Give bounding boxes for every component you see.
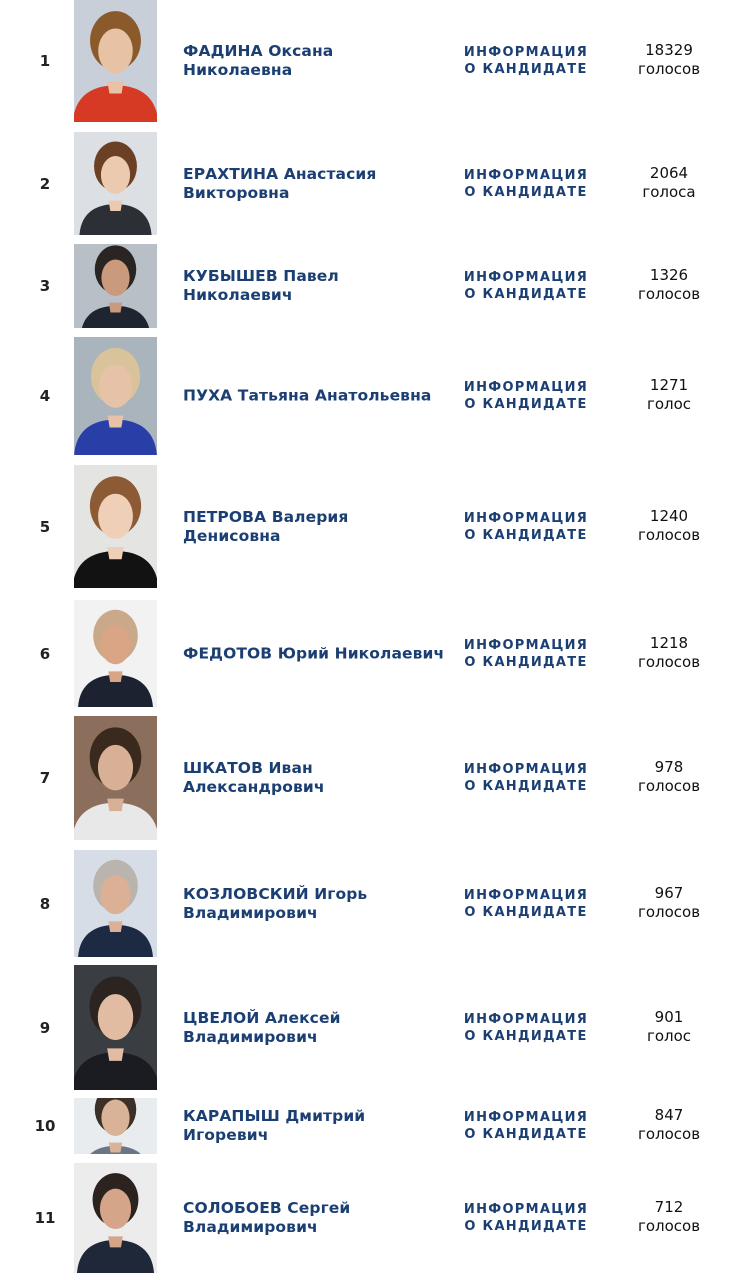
vote-number: 1271 [649, 376, 689, 394]
info-link-line-2: О КАНДИДАТЕ [464, 184, 588, 200]
candidate-info-link[interactable] [458, 379, 594, 413]
candidate-name[interactable] [183, 1199, 448, 1237]
candidate-photo[interactable] [74, 716, 157, 840]
info-link-line-1: ИНФОРМАЦИЯ [463, 380, 589, 395]
candidate-photo[interactable] [74, 337, 157, 455]
rank-number: 7 [39, 769, 51, 787]
candidate-name[interactable] [183, 644, 448, 663]
portrait-illustration [74, 0, 157, 122]
rank-number: 8 [39, 894, 51, 913]
candidate-given-names: Анастасия Викторовна [183, 164, 377, 202]
candidate-surname: ШКАТОВ [183, 759, 263, 777]
candidate-surname: ФАДИНА [183, 42, 263, 60]
vote-count [618, 1198, 720, 1236]
info-link-line-1: ИНФОРМАЦИЯ [463, 270, 589, 285]
candidate-name[interactable] [183, 1107, 448, 1145]
rank-number: 10 [34, 1117, 56, 1135]
vote-word: голосов [637, 777, 701, 795]
candidate-given-names: Алексей Владимирович [183, 1008, 341, 1046]
portrait-illustration [74, 716, 157, 840]
portrait-illustration [74, 465, 157, 588]
info-link-line-1: ИНФОРМАЦИЯ [463, 1110, 589, 1125]
candidate-name[interactable] [183, 885, 448, 923]
candidate-given-names: Оксана Николаевна [183, 42, 334, 79]
vote-number: 1240 [649, 506, 689, 525]
candidate-photo[interactable] [74, 965, 157, 1090]
info-link-line-1: ИНФОРМАЦИЯ [463, 510, 589, 526]
candidate-name[interactable] [183, 42, 448, 80]
vote-number: 978 [654, 758, 684, 776]
portrait-illustration [74, 132, 157, 235]
candidate-photo[interactable] [74, 1163, 157, 1273]
vote-word: голоса [642, 182, 696, 201]
vote-number: 901 [654, 1007, 684, 1026]
candidate-info-link[interactable] [458, 1011, 594, 1045]
candidate-info-link[interactable] [458, 761, 594, 795]
vote-number: 2064 [649, 163, 689, 182]
info-link-line-1: ИНФОРМАЦИЯ [463, 1011, 589, 1027]
candidate-given-names: Юрий Николаевич [277, 644, 445, 662]
vote-number: 18329 [645, 41, 693, 59]
candidate-info-link[interactable] [458, 1201, 594, 1235]
candidate-surname: ФЕДОТОВ [183, 644, 273, 662]
portrait-illustration [74, 850, 157, 957]
candidate-surname: КАРАПЫШ [183, 1107, 280, 1125]
info-link-line-2: О КАНДИДАТЕ [464, 62, 588, 77]
info-link-line-2: О КАНДИДАТЕ [464, 1028, 588, 1044]
candidate-given-names: Игорь Владимирович [183, 884, 368, 922]
candidate-surname: СОЛОБОЕВ [183, 1199, 282, 1217]
portrait-illustration [74, 965, 157, 1090]
candidate-given-names: Дмитрий Игоревич [183, 1107, 366, 1144]
candidate-name[interactable] [183, 508, 448, 546]
info-link-line-2: О КАНДИДАТЕ [464, 287, 588, 302]
vote-count [618, 884, 720, 922]
candidate-surname: ЕРАХТИНА [183, 164, 279, 183]
candidate-given-names: Сергей Владимирович [183, 1199, 351, 1236]
info-link-line-2: О КАНДИДАТЕ [464, 397, 588, 412]
candidate-photo[interactable] [74, 600, 157, 707]
candidate-info-link[interactable] [458, 269, 594, 303]
info-link-line-1: ИНФОРМАЦИЯ [463, 45, 589, 60]
candidate-surname: КУБЫШЕВ [183, 267, 278, 285]
vote-number: 1326 [649, 266, 689, 284]
portrait-illustration [74, 600, 157, 707]
vote-count [618, 376, 720, 414]
vote-word: голосов [637, 1125, 701, 1143]
rank-number: 6 [39, 644, 51, 663]
vote-word: голосов [637, 1217, 701, 1235]
vote-number: 847 [654, 1106, 684, 1124]
portrait-illustration [74, 1098, 157, 1154]
candidate-photo[interactable] [74, 850, 157, 957]
candidate-photo[interactable] [74, 132, 157, 235]
vote-word: голосов [637, 60, 701, 78]
info-link-line-2: О КАНДИДАТЕ [464, 1219, 588, 1234]
candidate-info-link[interactable] [458, 167, 594, 201]
portrait-illustration [74, 1163, 157, 1273]
info-link-line-2: О КАНДИДАТЕ [464, 654, 588, 670]
info-link-line-1: ИНФОРМАЦИЯ [463, 167, 589, 183]
candidate-given-names: Павел Николаевич [183, 267, 339, 304]
info-link-line-1: ИНФОРМАЦИЯ [463, 1202, 589, 1217]
candidate-given-names: Татьяна Анатольевна [237, 386, 432, 405]
candidate-info-link[interactable] [458, 44, 594, 78]
vote-word: голосов [637, 525, 701, 544]
vote-count [618, 634, 720, 672]
candidate-photo[interactable] [74, 244, 157, 328]
vote-count [618, 41, 720, 79]
rank-number: 5 [39, 517, 51, 536]
portrait-illustration [74, 337, 157, 455]
candidate-surname: ПУХА [183, 386, 233, 405]
candidate-name[interactable] [183, 1009, 448, 1047]
candidate-surname: ПЕТРОВА [183, 507, 267, 526]
info-link-line-2: О КАНДИДАТЕ [464, 527, 588, 543]
candidate-given-names: Иван Александрович [183, 759, 325, 796]
vote-count [618, 758, 720, 796]
vote-count [618, 1106, 720, 1144]
info-link-line-1: ИНФОРМАЦИЯ [463, 762, 589, 777]
candidate-photo[interactable] [74, 1098, 157, 1154]
rank-number: 4 [39, 387, 51, 405]
vote-count [618, 164, 720, 202]
candidate-surname: КОЗЛОВСКИЙ [183, 884, 309, 903]
vote-number: 1218 [649, 633, 689, 652]
vote-count [618, 507, 720, 545]
candidate-info-link[interactable] [458, 510, 594, 544]
info-link-line-2: О КАНДИДАТЕ [464, 1127, 588, 1142]
vote-word: голосов [637, 652, 701, 671]
candidate-given-names: Валерия Денисовна [183, 507, 349, 545]
vote-word: голосов [637, 285, 701, 303]
info-link-line-2: О КАНДИДАТЕ [464, 779, 588, 794]
info-link-line-2: О КАНДИДАТЕ [464, 904, 588, 920]
candidate-name[interactable] [183, 387, 448, 406]
vote-count [618, 1008, 720, 1046]
candidate-photo[interactable] [74, 465, 157, 588]
vote-number: 712 [654, 1198, 684, 1216]
candidate-info-link[interactable] [458, 887, 594, 921]
candidate-name[interactable] [183, 165, 448, 203]
vote-word: голосов [637, 902, 701, 921]
vote-word: голос [646, 1026, 692, 1045]
candidate-name[interactable] [183, 267, 448, 305]
portrait-illustration [74, 244, 157, 328]
info-link-line-1: ИНФОРМАЦИЯ [463, 887, 589, 903]
rank-number: 9 [39, 1018, 51, 1037]
rank-number: 1 [39, 52, 51, 70]
vote-word: голос [646, 395, 692, 413]
rank-number: 2 [39, 174, 51, 193]
candidate-photo[interactable] [74, 0, 157, 122]
candidate-info-link[interactable] [458, 637, 594, 671]
candidate-surname: ЦВЕЛОЙ [183, 1008, 260, 1027]
vote-number: 967 [654, 883, 684, 902]
rank-number: 3 [39, 277, 51, 295]
info-link-line-1: ИНФОРМАЦИЯ [463, 637, 589, 653]
candidate-name[interactable] [183, 759, 448, 797]
vote-count [618, 266, 720, 304]
rank-number: 11 [34, 1209, 56, 1227]
candidate-info-link[interactable] [458, 1109, 594, 1143]
